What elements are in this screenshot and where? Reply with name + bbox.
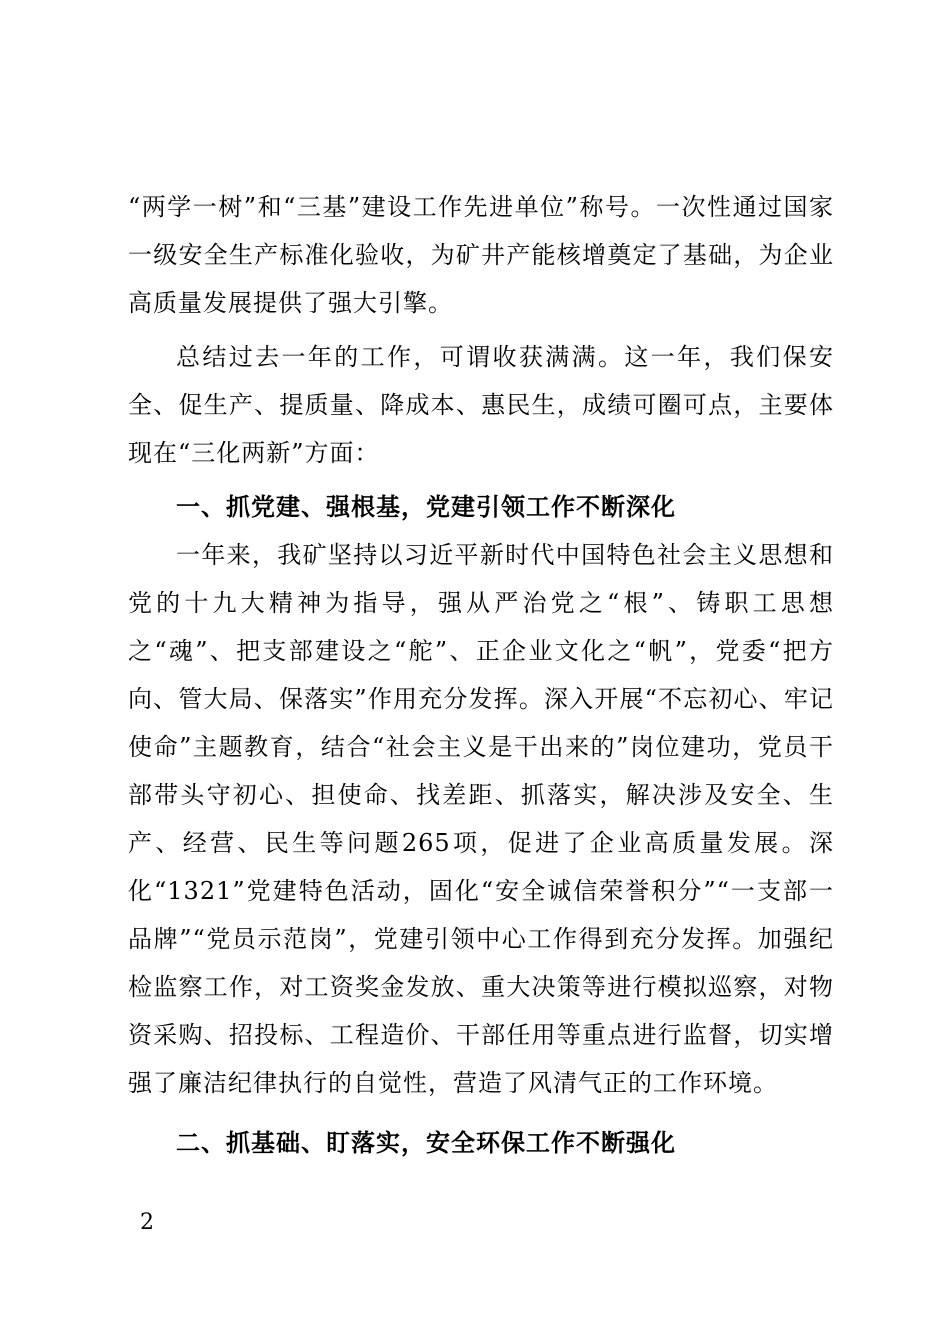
paragraph-party-building: 一年来，我矿坚持以习近平新时代中国特色社会主义思想和党的十九大精神为指导，强从严治党之“根”、铸职工思想之“魂”、把支部建设之“舵”、正企业文化之“帆”，党委“把方向、管大局、保落实”作用充分发挥。深入开展“不忘初心、牢记使命”主题教育，结合“社会主义是干出来的”岗位建功，党员干部带头守初心、担使命、找差距、抓落实，解决涉及安全、生产、经营、民生等问题265项，促进了企业高质量发展。深化“1321”党建特色活动，固化“安全诚信荣誉积分”“一支部一品牌”“党员示范岗”，党建引领中心工作得到充分发挥。加强纪检监察工作，对工资奖金发放、重大决策等进行模拟巡察，对物资采购、招投标、工程造价、干部任用等重点进行监督，切实增强了廉洁纪律执行的自觉性，营造了风清气正的工作环境。 — [128, 541, 834, 1097]
page-number: 2 — [140, 1210, 154, 1235]
paragraph-continuation: “两学一树”和“三基”建设工作先进单位”称号。一次性通过国家一级安全生产标准化验收，为矿井产能核增奠定了基础，为企业高质量发展提供了强大引擎。 — [128, 193, 834, 317]
section-heading-2: 二、抓基础、盯落实，安全环保工作不断强化 — [176, 1129, 676, 1157]
document-body — [128, 183, 834, 1167]
section-heading-1: 一、抓党建、强根基，党建引领工作不断深化 — [176, 493, 676, 521]
paragraph-summary: 总结过去一年的工作，可谓收获满满。这一年，我们保安全、促生产、提质量、降成本、惠民生，成绩可圈可点，主要体现在“三化两新”方面： — [128, 343, 834, 467]
